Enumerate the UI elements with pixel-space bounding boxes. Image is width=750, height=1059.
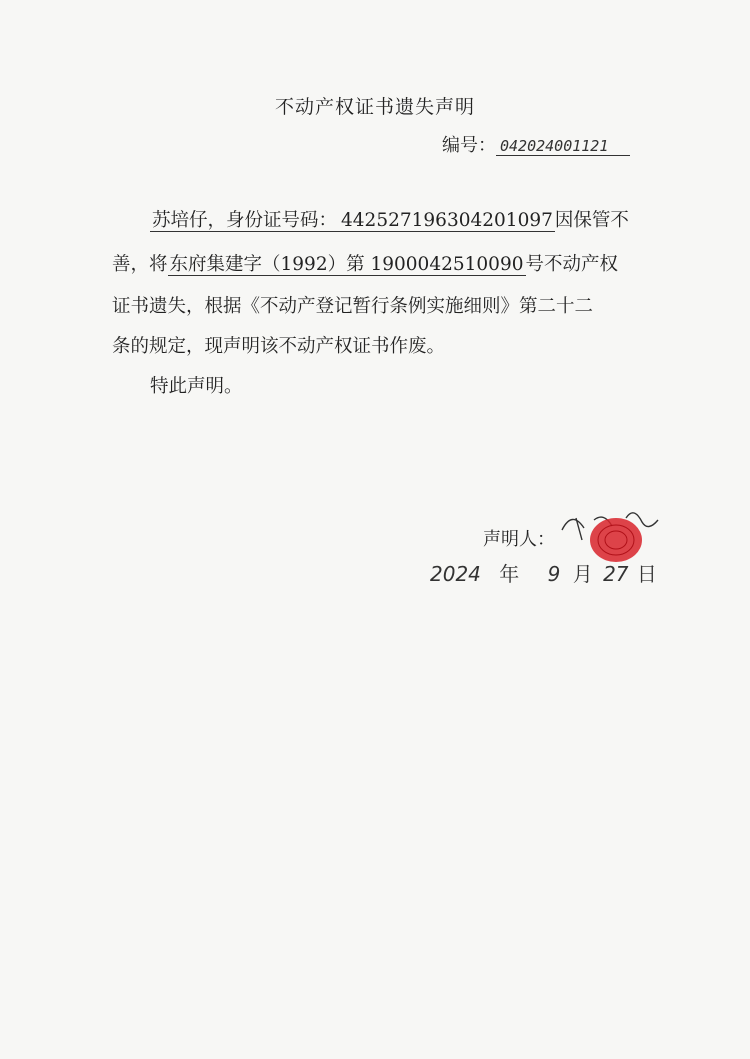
body-line-3: 证书遗失，根据《不动产登记暂行条例实施细则》第二十二 [112,296,594,317]
declaration-date [430,558,659,587]
body-line-4: 条的规定，现声明该不动产权证书作废。 [112,336,446,357]
date-day: 27 [603,562,629,586]
body-line-1 [150,206,629,232]
date-month-unit: 月 [572,562,593,586]
serial-number [442,131,630,157]
declarant-name-id-label: 苏培仔，身份证号码： [152,210,338,231]
declarant-label: 声明人： [483,529,555,550]
line2-tail: 号不动产权 [525,254,619,275]
line2-head: 善，将 [112,254,168,275]
serial-label: 编号： [442,135,496,156]
closing-line: 特此声明。 [150,376,243,397]
date-year-unit: 年 [499,562,520,586]
certificate-number: 东府集建字（1992）第 1900042510090 [169,254,524,275]
serial-value: 042024001121 [496,137,630,156]
id-number: 442527196304201097 [341,210,553,231]
body-line-2 [112,250,618,276]
date-day-unit: 日 [636,562,657,586]
date-month: 9 [547,562,561,586]
line1-tail: 因保管不 [554,210,629,231]
date-year: 2024 [430,562,481,586]
document-title: 不动产权证书遗失声明 [274,96,475,118]
